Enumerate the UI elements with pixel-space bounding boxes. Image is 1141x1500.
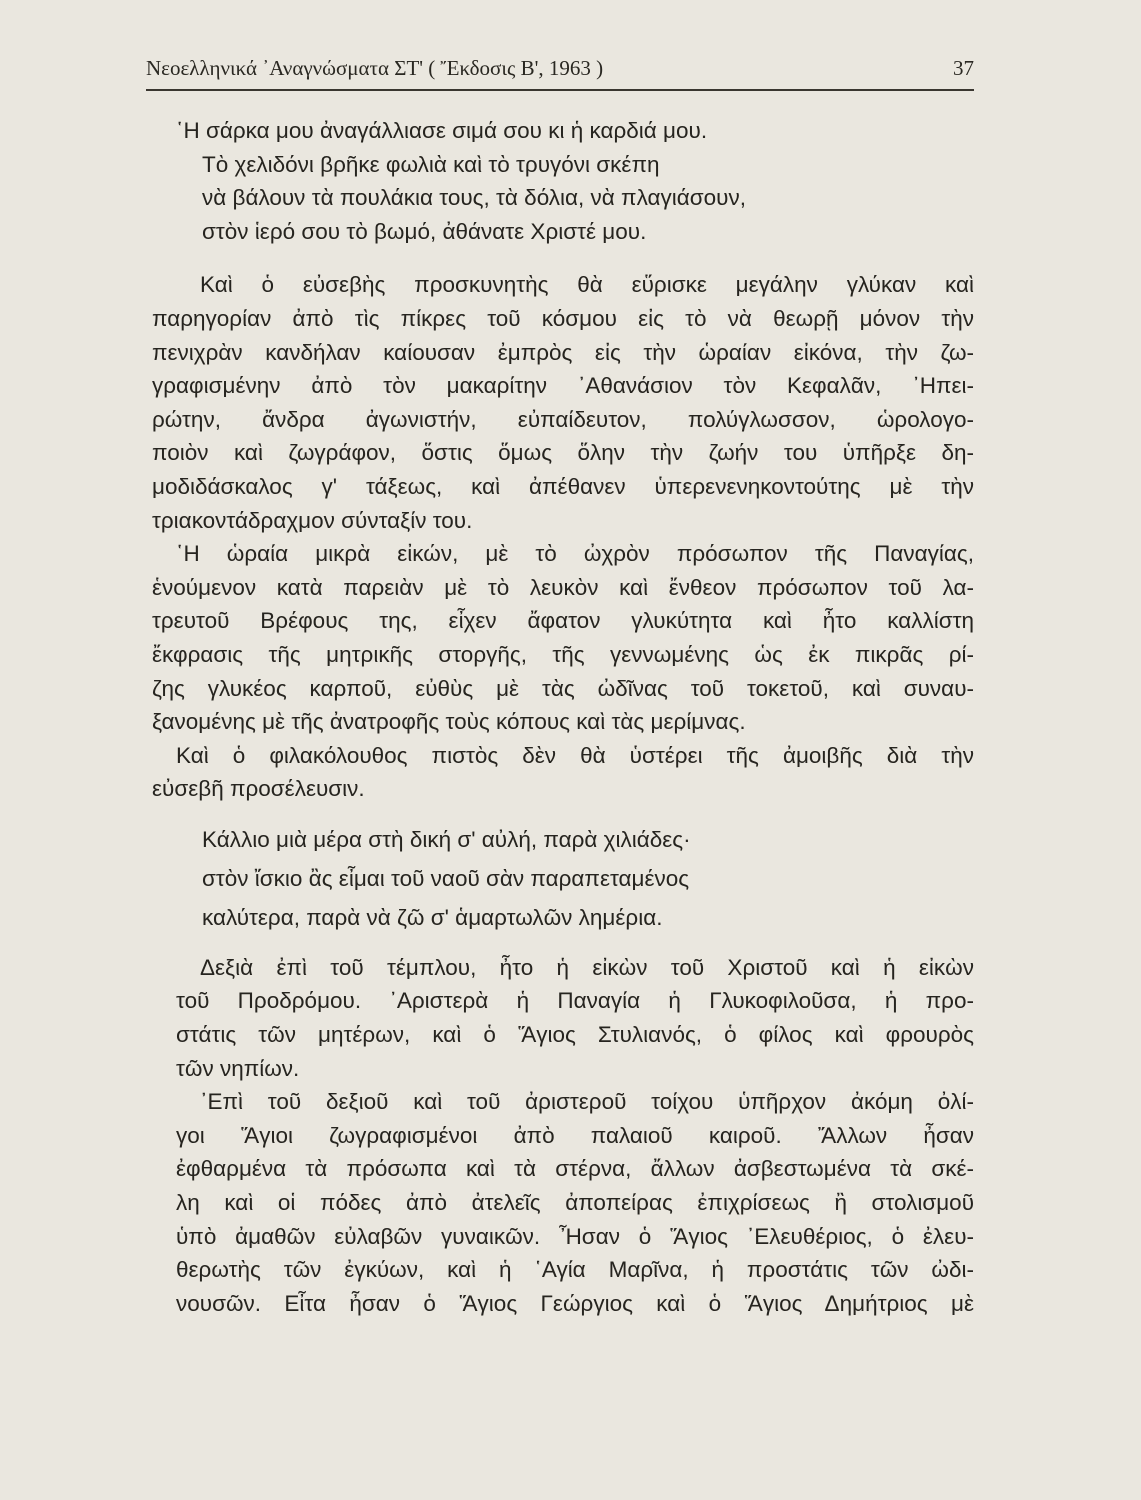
verse-line: καλύτερα, παρὰ νὰ ζῶ σ' ἁμαρτωλῶν λημέρια. xyxy=(202,904,663,930)
page-number: 37 xyxy=(953,56,974,80)
text-line: γραφισμένην ἀπὸ τὸν μακαρίτην ᾿Αθανάσιον τὸν Κεφαλᾶν, ᾿Ηπει- xyxy=(152,373,974,399)
paragraph-4 xyxy=(176,951,974,1085)
running-header xyxy=(146,56,974,81)
text-line: γοι Ἅγιοι ζωγραφισμένοι ἀπὸ παλαιοῦ καιροῦ. Ἄλλων ἦσαν xyxy=(176,1122,974,1148)
text-line: τῶν νηπίων. xyxy=(176,1055,300,1081)
text-line: ῾Η ὡραία μικρὰ εἰκών, μὲ τὸ ὠχρὸν πρόσωπον τῆς Παναγίας, xyxy=(176,541,974,567)
text-line: θερωτὴς τῶν ἐγκύων, καὶ ἡ ῾Αγία Μαρῖνα, ἡ προστάτις τῶν ὠδι- xyxy=(176,1257,974,1283)
header-title: Νεοελληνικά ᾿Αναγνώσματα ΣΤ' ( Ἔκδοσις Β', 1963 ) xyxy=(146,56,604,80)
paragraph-1 xyxy=(152,268,974,537)
paragraph-3 xyxy=(152,739,974,806)
text-line: ρώτην, ἄνδρα ἀγωνιστήν, εὐπαίδευτον, πολύγλωσσον, ὡρολογο- xyxy=(152,406,974,432)
text-line: παρηγορίαν ἀπὸ τὶς πίκρες τοῦ κόσμου εἰς τὸ νὰ θεωρῇ μόνον τὴν xyxy=(152,305,974,331)
text-line: Δεξιὰ ἐπὶ τοῦ τέμπλου, ἦτο ἡ εἰκὼν τοῦ Χριστοῦ καὶ ἡ εἰκὼν xyxy=(200,954,974,980)
text-line: λη καὶ οἱ πόδες ἀπὸ ἀτελεῖς ἀποπείρας ἐπιχρίσεως ἢ στολισμοῦ xyxy=(176,1190,974,1216)
text-line: πενιχρὰν κανδήλαν καίουσαν ἐμπρὸς εἰς τὴν ὡραίαν εἰκόνα, τὴν ζω- xyxy=(152,339,974,365)
text-line: Καὶ ὁ εὐσεβὴς προσκυνητὴς θὰ εὕρισκε μεγάλην γλύκαν καὶ xyxy=(200,272,974,298)
text-line: τριακοντάδραχμον σύνταξίν του. xyxy=(152,507,473,533)
text-line: νουσῶν. Εἶτα ἦσαν ὁ Ἅγιος Γεώργιος καὶ ὁ Ἅγιος Δημήτριος μὲ xyxy=(176,1290,974,1316)
paragraph-2 xyxy=(152,537,974,739)
header-rule xyxy=(146,89,974,91)
text-line: ξανομένης μὲ τῆς ἀνατροφῆς τοὺς κόπους καὶ τὰς μερίμνας. xyxy=(152,709,746,735)
text-line: τρευτοῦ Βρέφους της, εἶχεν ἄφατον γλυκύτητα καὶ ἦτο καλλίστη xyxy=(152,608,974,634)
verse-block-2 xyxy=(176,820,974,937)
text-line: στάτις τῶν μητέρων, καὶ ὁ Ἅγιος Στυλιανός, ὁ φίλος καὶ φρουρὸς xyxy=(176,1022,974,1048)
text-line: ὑπὸ ἀμαθῶν εὐλαβῶν γυναικῶν. Ἦσαν ὁ Ἅγιος ᾿Ελευθέριος, ὁ ἐλευ- xyxy=(176,1223,974,1249)
text-line: τοῦ Προδρόμου. ᾿Αριστερὰ ἡ Παναγία ἡ Γλυκοφιλοῦσα, ἡ προ- xyxy=(176,988,974,1014)
text-line: ἑνούμενον κατὰ παρειὰν μὲ τὸ λευκὸν καὶ ἔνθεον πρόσωπον τοῦ λα- xyxy=(152,574,974,600)
text-line: ἔκφρασις τῆς μητρικῆς στοργῆς, τῆς γεννωμένης ὡς ἐκ πικρᾶς ρί- xyxy=(152,641,974,667)
text-line: Καὶ ὁ φιλακόλουθος πιστὸς δὲν θὰ ὑστέρει τῆς ἀμοιβῆς διὰ τὴν xyxy=(176,742,974,768)
text-line: ζης γλυκέος καρποῦ, εὐθὺς μὲ τὰς ὠδῖνας τοῦ τοκετοῦ, καὶ συναυ- xyxy=(152,675,974,701)
verse-block-1 xyxy=(176,114,974,248)
verse-line: στὸν ἴσκιο ἂς εἶμαι τοῦ ναοῦ σὰν παραπεταμένος xyxy=(202,865,690,891)
text-line: ποιὸν καὶ ζωγράφον, ὅστις ὅμως ὅλην τὴν ζωήν του ὑπῆρξε δη- xyxy=(152,440,974,466)
text-line: ἐφθαρμένα τὰ πρόσωπα καὶ τὰ στέρνα, ἄλλων ἀσβεστωμένα τὰ σκέ- xyxy=(176,1156,974,1182)
text-line: ᾿Επὶ τοῦ δεξιοῦ καὶ τοῦ ἀριστεροῦ τοίχου ὑπῆρχον ἀκόμη ὀλί- xyxy=(200,1089,974,1115)
text-line: μοδιδάσκαλος γ' τάξεως, καὶ ἀπέθανεν ὑπερενενηκοντούτης μὲ τὴν xyxy=(152,473,974,499)
verse-line: Τὸ χελιδόνι βρῆκε φωλιὰ καὶ τὸ τρυγόνι σκέπη xyxy=(202,151,660,177)
verse-line: Κάλλιο μιὰ μέρα στὴ δική σ' αὐλή, παρὰ χιλιάδες· xyxy=(202,826,691,852)
verse-line: στὸν ἱερό σου τὸ βωμό, ἀθάνατε Χριστέ μου. xyxy=(202,218,647,244)
verse-line: νὰ βάλουν τὰ πουλάκια τους, τὰ δόλια, νὰ πλαγιάσουν, xyxy=(202,185,746,211)
text-line: εὐσεβῆ προσέλευσιν. xyxy=(152,776,365,802)
body-text xyxy=(152,114,974,1320)
paragraph-5 xyxy=(176,1085,974,1320)
verse-line: ῾Η σάρκα μου ἀναγάλλιασε σιμά σου κι ἡ καρδιά μου. xyxy=(176,118,708,143)
